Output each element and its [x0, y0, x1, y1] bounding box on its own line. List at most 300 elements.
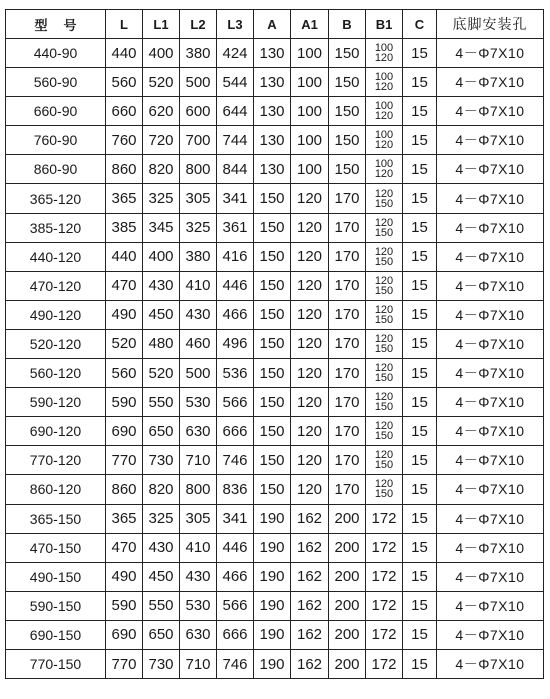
cell-b1: 172	[366, 562, 403, 591]
cell-l2: 410	[180, 533, 217, 562]
table-row	[6, 533, 544, 562]
cell-b1: 172	[366, 533, 403, 562]
cell-l: 440	[106, 242, 143, 271]
cell-a1: 120	[291, 446, 329, 475]
cell-l2: 800	[180, 155, 217, 184]
cell-c: 15	[403, 446, 437, 475]
cell-l1: 730	[143, 649, 180, 678]
cell-c: 15	[403, 68, 437, 97]
cell-b: 170	[329, 446, 366, 475]
cell-b1	[366, 271, 403, 300]
cell-l3: 424	[217, 39, 254, 68]
cell-c: 15	[403, 504, 437, 533]
b1-value: 120	[374, 110, 394, 123]
table-row	[6, 359, 544, 388]
b1-value: 120	[374, 52, 394, 65]
cell-c: 15	[403, 533, 437, 562]
cell-l3: 746	[217, 446, 254, 475]
cell-b: 170	[329, 359, 366, 388]
cell-c: 15	[403, 359, 437, 388]
cell-l1: 325	[143, 184, 180, 213]
cell-b1	[366, 155, 403, 184]
cell-hole: 4－Φ7X10	[437, 97, 544, 126]
cell-a1: 162	[291, 533, 329, 562]
table-row	[6, 329, 544, 358]
cell-model: 770-120	[6, 446, 106, 475]
b1-value: 150	[374, 488, 394, 501]
cell-a1: 120	[291, 329, 329, 358]
cell-hole: 4－Φ7X10	[437, 591, 544, 620]
cell-model: 365-120	[6, 184, 106, 213]
cell-l: 770	[106, 649, 143, 678]
cell-a: 150	[254, 475, 291, 504]
cell-hole: 4－Φ7X10	[437, 242, 544, 271]
table-row	[6, 39, 544, 68]
cell-l: 385	[106, 213, 143, 242]
cell-a: 190	[254, 649, 291, 678]
cell-l1: 400	[143, 242, 180, 271]
cell-l: 560	[106, 359, 143, 388]
cell-l1: 720	[143, 126, 180, 155]
cell-model: 440-120	[6, 242, 106, 271]
b1-value: 120	[374, 187, 394, 200]
cell-l2: 710	[180, 649, 217, 678]
cell-c: 15	[403, 300, 437, 329]
cell-l2: 410	[180, 271, 217, 300]
cell-model: 490-120	[6, 300, 106, 329]
cell-b: 170	[329, 271, 366, 300]
b1-value: 120	[374, 449, 394, 462]
cell-model: 490-150	[6, 562, 106, 591]
cell-b1	[366, 39, 403, 68]
cell-l3: 566	[217, 388, 254, 417]
b1-value: 150	[374, 430, 394, 443]
table-row	[6, 300, 544, 329]
table-row	[6, 417, 544, 446]
table-row	[6, 591, 544, 620]
cell-a1: 120	[291, 184, 329, 213]
header-b: B	[329, 10, 366, 39]
cell-a: 150	[254, 213, 291, 242]
cell-b1	[366, 300, 403, 329]
b1-value: 150	[374, 226, 394, 239]
b1-value: 120	[374, 420, 394, 433]
cell-b1	[366, 388, 403, 417]
cell-l2: 530	[180, 388, 217, 417]
b1-value: 100	[374, 158, 394, 171]
cell-hole: 4－Φ7X10	[437, 446, 544, 475]
cell-a: 190	[254, 620, 291, 649]
cell-l: 490	[106, 300, 143, 329]
table-row	[6, 504, 544, 533]
cell-b: 150	[329, 68, 366, 97]
cell-l3: 544	[217, 68, 254, 97]
cell-hole: 4－Φ7X10	[437, 417, 544, 446]
cell-c: 15	[403, 155, 437, 184]
cell-model: 590-120	[6, 388, 106, 417]
cell-l3: 466	[217, 300, 254, 329]
cell-c: 15	[403, 620, 437, 649]
cell-b1: 172	[366, 620, 403, 649]
cell-model: 440-90	[6, 39, 106, 68]
cell-b1	[366, 359, 403, 388]
cell-l: 690	[106, 417, 143, 446]
cell-l1: 650	[143, 620, 180, 649]
cell-a: 150	[254, 184, 291, 213]
table-row	[6, 562, 544, 591]
cell-l1: 345	[143, 213, 180, 242]
cell-a: 130	[254, 97, 291, 126]
cell-b: 150	[329, 39, 366, 68]
cell-l3: 744	[217, 126, 254, 155]
table-row	[6, 213, 544, 242]
cell-a1: 120	[291, 417, 329, 446]
cell-model: 860-90	[6, 155, 106, 184]
cell-l1: 400	[143, 39, 180, 68]
cell-a1: 120	[291, 388, 329, 417]
cell-a: 150	[254, 359, 291, 388]
cell-b1	[366, 329, 403, 358]
cell-l1: 430	[143, 271, 180, 300]
cell-l2: 710	[180, 446, 217, 475]
cell-a1: 100	[291, 39, 329, 68]
cell-a1: 100	[291, 155, 329, 184]
b1-value: 120	[374, 332, 394, 345]
cell-l1: 730	[143, 446, 180, 475]
header-a: A	[254, 10, 291, 39]
cell-a: 150	[254, 271, 291, 300]
cell-l2: 325	[180, 213, 217, 242]
cell-l: 520	[106, 329, 143, 358]
cell-b: 170	[329, 329, 366, 358]
cell-l2: 500	[180, 68, 217, 97]
cell-a1: 162	[291, 620, 329, 649]
header-a1: A1	[291, 10, 329, 39]
cell-hole: 4－Φ7X10	[437, 562, 544, 591]
cell-b: 170	[329, 475, 366, 504]
cell-hole: 4－Φ7X10	[437, 359, 544, 388]
cell-l3: 536	[217, 359, 254, 388]
cell-b1	[366, 184, 403, 213]
cell-l: 490	[106, 562, 143, 591]
cell-l: 590	[106, 591, 143, 620]
cell-a: 130	[254, 39, 291, 68]
cell-c: 15	[403, 475, 437, 504]
cell-l2: 305	[180, 504, 217, 533]
cell-c: 15	[403, 213, 437, 242]
header-l: L	[106, 10, 143, 39]
table-row	[6, 97, 544, 126]
cell-a1: 100	[291, 68, 329, 97]
cell-l2: 305	[180, 184, 217, 213]
table-row	[6, 155, 544, 184]
cell-l: 860	[106, 155, 143, 184]
cell-b: 170	[329, 388, 366, 417]
cell-l: 365	[106, 504, 143, 533]
cell-l3: 666	[217, 620, 254, 649]
b1-value: 120	[374, 478, 394, 491]
cell-b: 170	[329, 417, 366, 446]
cell-hole: 4－Φ7X10	[437, 533, 544, 562]
cell-l: 690	[106, 620, 143, 649]
cell-b1: 172	[366, 649, 403, 678]
cell-a1: 162	[291, 504, 329, 533]
b1-value: 120	[374, 391, 394, 404]
cell-a1: 100	[291, 126, 329, 155]
cell-l3: 844	[217, 155, 254, 184]
cell-b1	[366, 446, 403, 475]
cell-b: 150	[329, 155, 366, 184]
table-row	[6, 388, 544, 417]
cell-l3: 836	[217, 475, 254, 504]
cell-l3: 666	[217, 417, 254, 446]
cell-a: 150	[254, 329, 291, 358]
cell-b: 200	[329, 562, 366, 591]
cell-hole: 4－Φ7X10	[437, 504, 544, 533]
table-row	[6, 446, 544, 475]
cell-a: 150	[254, 417, 291, 446]
cell-model: 520-120	[6, 329, 106, 358]
cell-l3: 466	[217, 562, 254, 591]
cell-l1: 820	[143, 155, 180, 184]
cell-l: 470	[106, 271, 143, 300]
cell-hole: 4－Φ7X10	[437, 213, 544, 242]
table-row	[6, 242, 544, 271]
cell-l1: 620	[143, 97, 180, 126]
cell-c: 15	[403, 242, 437, 271]
cell-l1: 450	[143, 562, 180, 591]
cell-hole: 4－Φ7X10	[437, 184, 544, 213]
cell-hole: 4－Φ7X10	[437, 388, 544, 417]
b1-value: 120	[374, 81, 394, 94]
cell-hole: 4－Φ7X10	[437, 271, 544, 300]
cell-b: 170	[329, 213, 366, 242]
header-row	[6, 10, 544, 39]
cell-l: 470	[106, 533, 143, 562]
cell-l1: 450	[143, 300, 180, 329]
cell-a: 190	[254, 504, 291, 533]
cell-l1: 520	[143, 68, 180, 97]
header-c: C	[403, 10, 437, 39]
cell-b: 200	[329, 649, 366, 678]
cell-l3: 341	[217, 184, 254, 213]
cell-b: 170	[329, 184, 366, 213]
cell-a1: 120	[291, 300, 329, 329]
cell-l: 770	[106, 446, 143, 475]
cell-c: 15	[403, 39, 437, 68]
cell-model: 470-150	[6, 533, 106, 562]
cell-l1: 325	[143, 504, 180, 533]
cell-b: 170	[329, 300, 366, 329]
cell-l2: 380	[180, 242, 217, 271]
cell-l3: 496	[217, 329, 254, 358]
cell-a: 130	[254, 68, 291, 97]
header-b1: B1	[366, 10, 403, 39]
cell-b: 200	[329, 591, 366, 620]
header-l1: L1	[143, 10, 180, 39]
cell-model: 770-150	[6, 649, 106, 678]
header-l3: L3	[217, 10, 254, 39]
cell-b1	[366, 126, 403, 155]
cell-c: 15	[403, 126, 437, 155]
cell-l3: 644	[217, 97, 254, 126]
table-row	[6, 649, 544, 678]
b1-value: 150	[374, 401, 394, 414]
cell-l: 860	[106, 475, 143, 504]
cell-c: 15	[403, 562, 437, 591]
cell-l: 365	[106, 184, 143, 213]
cell-l2: 500	[180, 359, 217, 388]
cell-hole: 4－Φ7X10	[437, 39, 544, 68]
cell-a1: 120	[291, 271, 329, 300]
cell-a: 190	[254, 562, 291, 591]
b1-value: 120	[374, 139, 394, 152]
b1-value: 150	[374, 459, 394, 472]
cell-a1: 162	[291, 591, 329, 620]
dimension-table	[5, 9, 544, 679]
cell-l3: 566	[217, 591, 254, 620]
cell-b1: 172	[366, 504, 403, 533]
cell-l2: 430	[180, 562, 217, 591]
cell-c: 15	[403, 97, 437, 126]
cell-c: 15	[403, 417, 437, 446]
b1-value: 120	[374, 303, 394, 316]
cell-b1: 172	[366, 591, 403, 620]
b1-value: 100	[374, 71, 394, 84]
cell-l2: 530	[180, 591, 217, 620]
cell-a1: 162	[291, 649, 329, 678]
cell-hole: 4－Φ7X10	[437, 126, 544, 155]
cell-l2: 460	[180, 329, 217, 358]
cell-l3: 361	[217, 213, 254, 242]
b1-value: 120	[374, 362, 394, 375]
cell-l: 590	[106, 388, 143, 417]
cell-l1: 430	[143, 533, 180, 562]
cell-l3: 446	[217, 533, 254, 562]
cell-l2: 600	[180, 97, 217, 126]
cell-l2: 800	[180, 475, 217, 504]
b1-value: 120	[374, 216, 394, 229]
cell-l3: 341	[217, 504, 254, 533]
cell-c: 15	[403, 388, 437, 417]
cell-model: 690-120	[6, 417, 106, 446]
cell-b1	[366, 97, 403, 126]
cell-hole: 4－Φ7X10	[437, 68, 544, 97]
header-model: 型号	[6, 10, 106, 39]
cell-a1: 120	[291, 475, 329, 504]
cell-l1: 480	[143, 329, 180, 358]
cell-b: 170	[329, 242, 366, 271]
b1-value: 150	[374, 197, 394, 210]
cell-b: 200	[329, 533, 366, 562]
cell-l1: 820	[143, 475, 180, 504]
cell-a1: 100	[291, 97, 329, 126]
cell-b1	[366, 213, 403, 242]
b1-value: 120	[374, 245, 394, 258]
cell-b: 150	[329, 97, 366, 126]
cell-model: 690-150	[6, 620, 106, 649]
cell-l1: 520	[143, 359, 180, 388]
cell-l1: 650	[143, 417, 180, 446]
cell-c: 15	[403, 184, 437, 213]
cell-l2: 630	[180, 620, 217, 649]
cell-hole: 4－Φ7X10	[437, 329, 544, 358]
cell-l2: 700	[180, 126, 217, 155]
b1-value: 120	[374, 274, 394, 287]
cell-model: 660-90	[6, 97, 106, 126]
cell-c: 15	[403, 591, 437, 620]
cell-a1: 120	[291, 242, 329, 271]
cell-b1	[366, 68, 403, 97]
cell-hole: 4－Φ7X10	[437, 475, 544, 504]
cell-model: 560-120	[6, 359, 106, 388]
cell-a: 190	[254, 533, 291, 562]
cell-a: 150	[254, 300, 291, 329]
cell-a: 150	[254, 242, 291, 271]
cell-l: 760	[106, 126, 143, 155]
cell-model: 470-120	[6, 271, 106, 300]
cell-a: 150	[254, 446, 291, 475]
cell-l: 560	[106, 68, 143, 97]
table-row	[6, 475, 544, 504]
b1-value: 150	[374, 284, 394, 297]
cell-l: 440	[106, 39, 143, 68]
cell-a: 130	[254, 126, 291, 155]
cell-c: 15	[403, 329, 437, 358]
header-mounting-hole: 底脚安装孔	[437, 10, 544, 39]
b1-value: 150	[374, 313, 394, 326]
cell-l2: 630	[180, 417, 217, 446]
table-body	[6, 39, 544, 679]
b1-value: 150	[374, 342, 394, 355]
cell-l3: 416	[217, 242, 254, 271]
b1-value: 150	[374, 372, 394, 385]
cell-b: 200	[329, 504, 366, 533]
cell-hole: 4－Φ7X10	[437, 300, 544, 329]
b1-value: 100	[374, 100, 394, 113]
cell-b: 200	[329, 620, 366, 649]
table-row	[6, 126, 544, 155]
cell-l1: 550	[143, 591, 180, 620]
cell-l2: 430	[180, 300, 217, 329]
cell-model: 860-120	[6, 475, 106, 504]
cell-a1: 120	[291, 213, 329, 242]
cell-hole: 4－Φ7X10	[437, 649, 544, 678]
cell-model: 760-90	[6, 126, 106, 155]
cell-a1: 162	[291, 562, 329, 591]
b1-value: 100	[374, 129, 394, 142]
table-row	[6, 620, 544, 649]
cell-l3: 446	[217, 271, 254, 300]
header-l2: L2	[180, 10, 217, 39]
cell-b1	[366, 242, 403, 271]
cell-b: 150	[329, 126, 366, 155]
cell-l2: 380	[180, 39, 217, 68]
table-row	[6, 68, 544, 97]
cell-model: 385-120	[6, 213, 106, 242]
cell-model: 365-150	[6, 504, 106, 533]
b1-value: 100	[374, 42, 394, 55]
cell-c: 15	[403, 271, 437, 300]
cell-hole: 4－Φ7X10	[437, 620, 544, 649]
cell-l3: 746	[217, 649, 254, 678]
cell-a: 150	[254, 388, 291, 417]
cell-a: 190	[254, 591, 291, 620]
cell-c: 15	[403, 649, 437, 678]
cell-hole: 4－Φ7X10	[437, 155, 544, 184]
table-row	[6, 184, 544, 213]
b1-value: 120	[374, 168, 394, 181]
